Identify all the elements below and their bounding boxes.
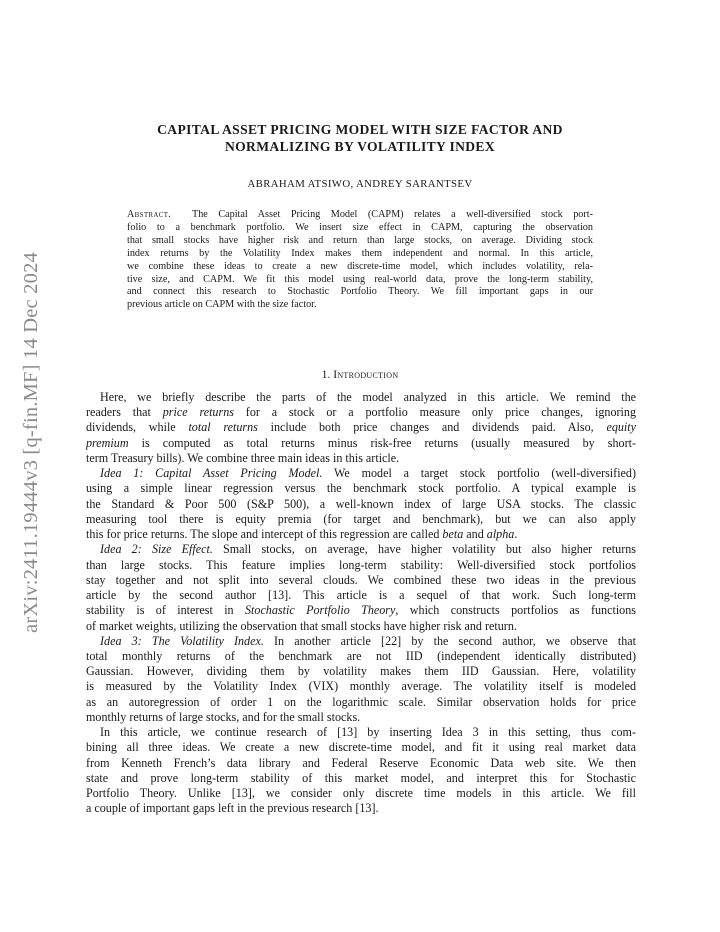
paragraph-line: is measured by the Volatility Index (VIX) monthly average. The volatility itself is modeled xyxy=(86,679,636,694)
abstract-line: we combine these ideas to create a new discrete-time model, which includes volatility, rela- xyxy=(127,260,593,272)
paragraph-line: readers that price returns for a stock or a portfolio measure only price changes, ignoring xyxy=(86,405,636,420)
arxiv-identifier-stamp xyxy=(16,237,46,647)
abstract-line: folio to a benchmark portfolio. We insert size effect in CAPM, capturing the observation xyxy=(127,221,593,233)
paragraph-line: dividends, while total returns include both price changes and dividends paid. Also, equity xyxy=(86,420,637,435)
abstract-line: Abstract. The Capital Asset Pricing Model (CAPM) relates a well-diversified stock port- xyxy=(127,209,593,220)
paragraph-line: from Kenneth French’s data library and Federal Reserve Economic Data web site. We then xyxy=(86,755,636,770)
abstract-line: index returns by the Volatility Index makes them independent and normal. In this article, xyxy=(127,247,593,259)
paragraph-line: monthly returns of large stocks, and for the small stocks. xyxy=(86,709,361,724)
section-heading-introduction xyxy=(86,368,634,381)
title-line-1: CAPITAL ASSET PRICING MODEL WITH SIZE FACTOR AND xyxy=(157,122,563,137)
section-title: Introduction xyxy=(333,368,399,381)
paragraph-line: a couple of important gaps left in the previous research [13]. xyxy=(86,801,379,816)
abstract-line: that small stocks have higher risk and return than large stocks, on average. Dividing stock xyxy=(127,234,593,246)
paragraph-line: Portfolio Theory. Unlike [13], we consider only discrete time models in this article. We fill xyxy=(86,786,636,801)
paragraph-line: the Standard & Poor 500 (S&P 500), a well-known index of large USA stocks. The classic xyxy=(86,496,636,511)
introduction-body xyxy=(86,390,636,817)
paragraph-line: stability is of interest in Stochastic Portfolio Theory, which constructs portfolios as functions xyxy=(86,603,636,618)
paragraph-line: premium is computed as total returns minus risk-free returns (usually measured by short- xyxy=(86,435,636,450)
paragraph-line: measuring tool there is equity premia (for target and benchmark), but we can also apply xyxy=(86,511,636,526)
paragraph-line: of market weights, utilizing the observation that small stocks have higher risk and return. xyxy=(86,618,517,633)
abstract-line: previous article on CAPM with the size factor. xyxy=(127,299,317,311)
paragraph-line: as an autoregression of order 1 on the logarithmic scale. Similar observation holds for price xyxy=(86,694,636,709)
paragraph-line: term Treasury bills). We combine three main ideas in this article. xyxy=(86,450,400,465)
paragraph-line: Gaussian. However, dividing them by volatility makes them IID Gaussian. Here, volatility xyxy=(86,664,636,679)
paragraph-line: Here, we briefly describe the parts of the model analyzed in this article. We remind the xyxy=(100,390,636,404)
abstract xyxy=(127,209,593,312)
paragraph-line: state and prove long-term stability of this market model, and interpret this for Stochastic xyxy=(86,770,636,785)
paragraph-line: Idea 2: Size Effect. Small stocks, on average, have higher volatility but also higher returns xyxy=(100,542,636,557)
paragraph-line: this for price returns. The slope and intercept of this regression are called beta and alpha. xyxy=(86,527,518,542)
abstract-label: Abstract. xyxy=(127,209,172,220)
paragraph-line: total monthly returns of the benchmark are not IID (independent identically distributed) xyxy=(86,648,636,663)
abstract-line: and connect this research to Stochastic Portfolio Theory. We fill important gaps in our xyxy=(127,286,593,298)
paragraph-line: bining all three ideas. We create a new discrete-time model, and fit it using real market data xyxy=(86,740,636,755)
paper-title xyxy=(86,121,634,155)
paragraph-line: Idea 1: Capital Asset Pricing Model. We model a target stock portfolio (well-diversified) xyxy=(100,466,636,481)
author-list: ABRAHAM ATSIWO, ANDREY SARANTSEV xyxy=(247,178,473,190)
paragraph-line: stay together and not split into several clouds. We combined these two ideas in the previous xyxy=(86,572,636,587)
section-number: 1. xyxy=(321,368,331,381)
arxiv-identifier-text: arXiv:2411.19444v3 [q-fin.MF] 14 Dec 2024 xyxy=(19,251,42,633)
abstract-line: tive size, and CAPM. We fit this model using real-world data, prove the long-term stability, xyxy=(127,273,593,285)
paragraph-line: using a simple linear regression versus the benchmark stock portfolio. A typical example is xyxy=(86,481,636,496)
paragraph-line: Idea 3: The Volatility Index. In another article [22] by the second author, we observe that xyxy=(100,633,636,648)
paragraph-line: than large stocks. This feature implies long-term stability: Well-diversified stock portfolios xyxy=(86,557,636,572)
paragraph-line: In this article, we continue research of [13] by inserting Idea 3 in this setting, thus com- xyxy=(100,725,636,740)
paragraph-line: article by the second author [13]. This article is a sequel of that work. Such long-term xyxy=(86,588,636,603)
title-line-2: NORMALIZING BY VOLATILITY INDEX xyxy=(224,139,496,154)
